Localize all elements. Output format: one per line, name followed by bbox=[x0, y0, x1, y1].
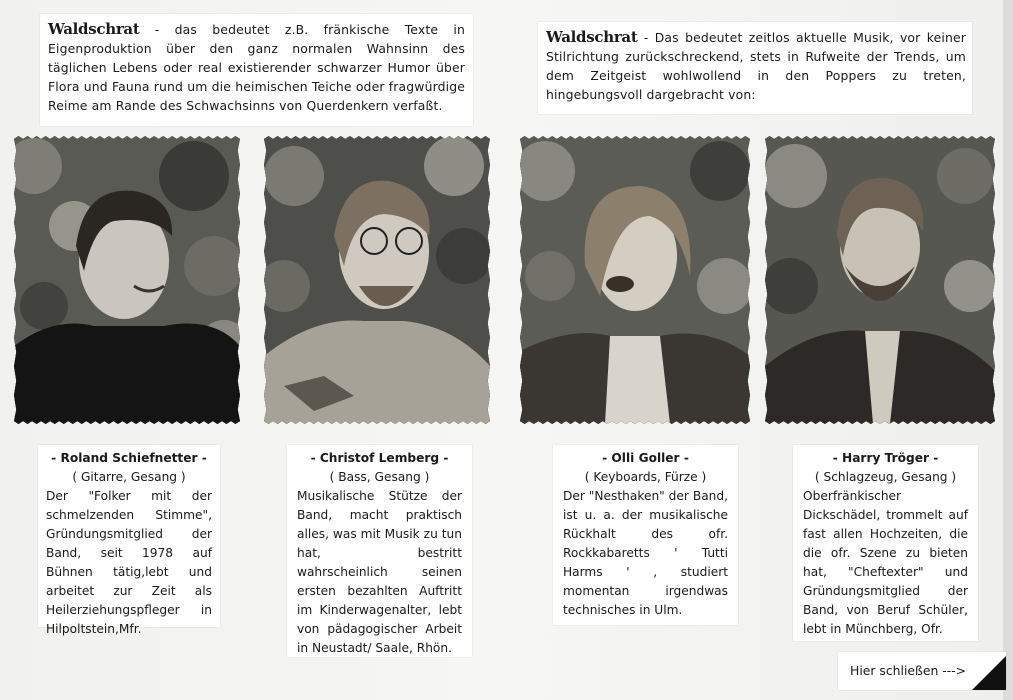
member-role: ( Keyboards, Fürze ) bbox=[584, 470, 707, 484]
intro-right-text: - Das bedeutet zeitlos aktuelle Musik, vor keiner Stilrichtung zurückschreckend, stets in Rufweite der Trends, um dem Zeitgeist wohlwollend in den Poppers zu treten, hingebungsvoll dargebracht von: bbox=[546, 30, 966, 102]
member-card-olli bbox=[553, 445, 738, 625]
member-bio: Musikalische Stütze der Band, macht praktisch alles, was mit Musik zu tun hat, bestritt wahrscheinlich seinen ersten bezahlten Auftritt im Kinderwagenalter, lebt von pädagogischer Arbeit in Neustadt/ Saale, Rhön. bbox=[297, 489, 462, 655]
close-button[interactable] bbox=[838, 652, 1006, 690]
photo-christof-lemberg bbox=[264, 136, 490, 424]
member-bio: Oberfränkischer Dickschädel, trommelt auf fast allen Hochzeiten, die die ofr. Szene zu bieten hat, "Cheftexter" und Gründungsmitglied der Band, von Beruf Schüler, lebt in Münchberg, Ofr. bbox=[803, 489, 968, 636]
member-name: - Christof Lemberg - bbox=[310, 451, 449, 465]
intro-left-text: - das bedeutet z.B. fränkische Texte in Eigenproduktion über den ganz normalen Wahnsinn des täglichen Lebens oder real existierender schwarzer Humor über Flora und Fauna rund um die heimischen Teiche oder fragwürdige Reime am Rande des Schwachsinns von Querdenkern verfaßt. bbox=[48, 22, 465, 113]
photo-roland-schiefnetter bbox=[14, 136, 240, 424]
member-name: - Olli Goller - bbox=[602, 451, 689, 465]
member-name: - Harry Tröger - bbox=[832, 451, 939, 465]
member-name: - Roland Schiefnetter - bbox=[51, 451, 207, 465]
intro-left-brand: Waldschrat bbox=[48, 20, 140, 38]
page-edge bbox=[1003, 0, 1013, 700]
member-card-harry bbox=[793, 445, 978, 641]
member-card-christof bbox=[287, 445, 472, 657]
intro-right-brand: Waldschrat bbox=[546, 28, 638, 46]
member-role: ( Schlagzeug, Gesang ) bbox=[814, 470, 957, 484]
intro-left bbox=[40, 14, 473, 126]
close-button-label: Hier schließen ---> bbox=[850, 663, 967, 678]
member-role: ( Gitarre, Gesang ) bbox=[72, 470, 186, 484]
corner-triangle-icon bbox=[972, 656, 1006, 690]
intro-right bbox=[538, 22, 972, 114]
member-bio: Der "Nesthaken" der Band, ist u. a. der musikalische Rückhalt des ofr. Rockkabaretts ' Tutti Harms ' , studiert momentan irgendwas technisches in Ulm. bbox=[563, 489, 728, 617]
member-bio: Der "Folker mit der schmelzenden Stimme", Gründungsmitglied der Band, seit 1978 auf Bühnen tätig,lebt und arbeitet zur Zeit als Heilerziehungspfleger in Hilpoltstein,Mfr. bbox=[46, 489, 212, 636]
photo-harry-troeger bbox=[765, 136, 995, 424]
member-card-roland bbox=[38, 445, 220, 636]
member-role: ( Bass, Gesang ) bbox=[329, 470, 430, 484]
photo-olli-goller bbox=[520, 136, 750, 424]
